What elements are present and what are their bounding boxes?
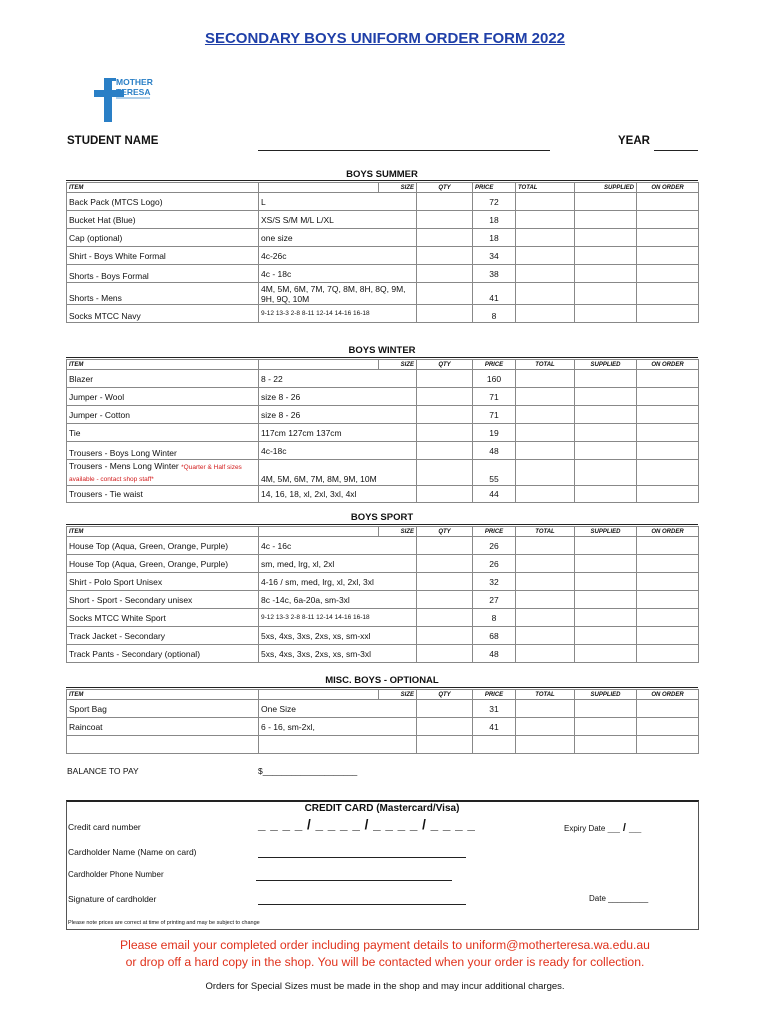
qty-cell[interactable]	[417, 591, 473, 609]
cardholder-phone-field[interactable]	[256, 880, 452, 881]
item-price: 160	[473, 370, 516, 388]
item-name: Sport Bag	[67, 700, 259, 718]
item-price: 18	[473, 229, 516, 247]
winter-table	[66, 359, 699, 503]
section-title-misc: MISC. BOYS - OPTIONAL	[325, 675, 439, 686]
supplied-cell[interactable]	[575, 609, 637, 627]
misc-table	[66, 689, 699, 754]
qty-cell[interactable]	[417, 537, 473, 555]
header-item: ITEM	[67, 690, 259, 700]
expiry-label: Expiry Date	[564, 824, 606, 833]
on-order-cell[interactable]	[637, 609, 699, 627]
logo-text-mother: MOTHER	[116, 77, 153, 87]
table-row	[67, 645, 699, 663]
section-divider	[66, 180, 698, 181]
item-size: 9-12 13-3 2-8 8-11 12-14 14-16 16-18	[259, 305, 417, 323]
supplied-cell[interactable]	[575, 442, 637, 460]
on-order-cell[interactable]	[637, 424, 699, 442]
item-price: 68	[473, 627, 516, 645]
qty-cell[interactable]	[417, 486, 473, 503]
on-order-cell[interactable]	[637, 736, 699, 754]
table-row	[67, 591, 699, 609]
item-name: Tie	[67, 424, 259, 442]
qty-cell[interactable]	[417, 247, 473, 265]
qty-cell[interactable]	[417, 609, 473, 627]
item-size: 8c -14c, 6a-20a, sm-3xl	[259, 591, 417, 609]
on-order-cell[interactable]	[637, 645, 699, 663]
total-cell[interactable]	[516, 265, 575, 283]
total-cell[interactable]	[516, 442, 575, 460]
on-order-cell[interactable]	[637, 388, 699, 406]
table-row	[67, 305, 699, 323]
item-price: 44	[473, 486, 516, 503]
on-order-cell[interactable]	[637, 537, 699, 555]
header-size: SIZE	[379, 527, 417, 537]
date-value: _________	[608, 894, 649, 903]
item-price: 34	[473, 247, 516, 265]
cardholder-phone-label: Cardholder Phone Number	[68, 870, 164, 879]
table-header-row	[67, 527, 699, 537]
header-supplied: SUPPLIED	[575, 360, 637, 370]
card-number-field[interactable]: _ _ _ _ / _ _ _ _ / _ _ _ _ / _ _ _ _	[258, 817, 476, 832]
supplied-cell[interactable]	[575, 537, 637, 555]
qty-cell[interactable]	[417, 229, 473, 247]
header-size: SIZE	[379, 360, 417, 370]
item-size: One Size	[259, 700, 417, 718]
item-size: 117cm 127cm 137cm	[259, 424, 417, 442]
item-name: House Top (Aqua, Green, Orange, Purple)	[67, 555, 259, 573]
total-cell[interactable]	[516, 645, 575, 663]
header-on-order: ON ORDER	[637, 360, 699, 370]
supplied-cell[interactable]	[575, 211, 637, 229]
header-price: PRICE	[473, 690, 516, 700]
table-header-row	[67, 183, 699, 193]
logo-text-teresa: TERESA	[116, 87, 151, 97]
table-row	[67, 555, 699, 573]
table-row	[67, 424, 699, 442]
item-name: Shirt - Polo Sport Unisex	[67, 573, 259, 591]
item-price: 48	[473, 442, 516, 460]
notice-line-1: Please email your completed order including payment details to uniform@motherteresa.wa.edu.au	[120, 938, 650, 952]
expiry-value: __ / __	[607, 822, 642, 834]
table-row	[67, 229, 699, 247]
item-name: Socks MTCC Navy	[67, 305, 259, 323]
item-size: 5xs, 4xs, 3xs, 2xs, xs, sm-xxl	[259, 627, 417, 645]
on-order-cell[interactable]	[637, 406, 699, 424]
table-row	[67, 370, 699, 388]
school-logo	[92, 76, 154, 124]
item-name: House Top (Aqua, Green, Orange, Purple)	[67, 537, 259, 555]
supplied-cell[interactable]	[575, 193, 637, 211]
expiry-field[interactable]	[564, 822, 641, 834]
item-size: L	[259, 193, 417, 211]
item-size: XS/S S/M M/L L/XL	[259, 211, 417, 229]
supplied-cell[interactable]	[575, 486, 637, 503]
header-qty: QTY	[417, 527, 473, 537]
total-cell[interactable]	[516, 460, 575, 486]
table-row	[67, 265, 699, 283]
header-on-order: ON ORDER	[637, 183, 699, 193]
item-name-text: Trousers - Mens Long Winter	[69, 460, 179, 471]
qty-cell[interactable]	[417, 388, 473, 406]
header-item: ITEM	[67, 360, 259, 370]
total-cell[interactable]	[516, 370, 575, 388]
table-row	[67, 627, 699, 645]
qty-cell[interactable]	[417, 736, 473, 754]
supplied-cell[interactable]	[575, 700, 637, 718]
item-size[interactable]	[259, 736, 417, 754]
item-size: 4c - 18c	[259, 265, 417, 283]
supplied-cell[interactable]	[575, 627, 637, 645]
item-price: 71	[473, 388, 516, 406]
item-name: Jumper - Wool	[67, 388, 259, 406]
supplied-cell[interactable]	[575, 555, 637, 573]
table-row	[67, 486, 699, 503]
date-label: Date	[589, 894, 606, 903]
header-price: PRICE	[473, 360, 516, 370]
section-title-summer: BOYS SUMMER	[346, 169, 418, 180]
item-size: 4M, 5M, 6M, 7M, 8M, 9M, 10M	[259, 460, 417, 486]
table-row	[67, 460, 699, 486]
supplied-cell[interactable]	[575, 718, 637, 736]
supplied-cell[interactable]	[575, 645, 637, 663]
item-name: Bucket Hat (Blue)	[67, 211, 259, 229]
qty-cell[interactable]	[417, 627, 473, 645]
item-size: 4-16 / sm, med, lrg, xl, 2xl, 3xl	[259, 573, 417, 591]
item-name: Trousers - Boys Long Winter	[67, 442, 259, 460]
table-header-row	[67, 360, 699, 370]
header-size: SIZE	[379, 690, 417, 700]
header-total: TOTAL	[516, 527, 575, 537]
item-size: 6 - 16, sm-2xl,	[259, 718, 417, 736]
header-supplied: SUPPLIED	[575, 527, 637, 537]
supplied-cell[interactable]	[575, 591, 637, 609]
page-title: SECONDARY BOYS UNIFORM ORDER FORM 2022	[204, 30, 566, 47]
item-size: 5xs, 4xs, 3xs, 2xs, xs, sm-3xl	[259, 645, 417, 663]
qty-cell[interactable]	[417, 442, 473, 460]
item-size: 4c-18c	[259, 442, 417, 460]
year-field[interactable]	[654, 150, 698, 151]
table-row	[67, 211, 699, 229]
signature-field[interactable]	[258, 904, 466, 905]
total-cell[interactable]	[516, 406, 575, 424]
supplied-cell[interactable]	[575, 406, 637, 424]
student-name-field[interactable]	[258, 150, 550, 151]
item-price: 8	[473, 305, 516, 323]
table-row	[67, 388, 699, 406]
table-row	[67, 247, 699, 265]
item-size: 14, 16, 18, xl, 2xl, 3xl, 4xl	[259, 486, 417, 503]
supplied-cell[interactable]	[575, 265, 637, 283]
header-total: TOTAL	[516, 360, 575, 370]
on-order-cell[interactable]	[637, 247, 699, 265]
item-note: *Quarter & Half sizes available - contact shop staff*	[69, 463, 242, 483]
section-divider	[66, 357, 698, 358]
item-size: 4M, 5M, 6M, 7M, 7Q, 8M, 8H, 8Q, 9M, 9H, 9Q, 10M	[259, 283, 417, 305]
table-row	[67, 736, 699, 754]
on-order-cell[interactable]	[637, 486, 699, 503]
header-total: TOTAL	[516, 183, 575, 193]
on-order-cell[interactable]	[637, 283, 699, 305]
table-row	[67, 718, 699, 736]
table-row	[67, 406, 699, 424]
on-order-cell[interactable]	[637, 700, 699, 718]
header-qty: QTY	[417, 690, 473, 700]
on-order-cell[interactable]	[637, 229, 699, 247]
item-price: 41	[473, 283, 516, 305]
qty-cell[interactable]	[417, 211, 473, 229]
item-name: Trousers - Tie waist	[67, 486, 259, 503]
qty-cell[interactable]	[417, 370, 473, 388]
supplied-cell[interactable]	[575, 247, 637, 265]
section-divider	[66, 524, 698, 525]
item-name: Jumper - Cotton	[67, 406, 259, 424]
supplied-cell[interactable]	[575, 573, 637, 591]
supplied-cell[interactable]	[575, 424, 637, 442]
on-order-cell[interactable]	[637, 460, 699, 486]
header-qty: QTY	[417, 360, 473, 370]
on-order-cell[interactable]	[637, 193, 699, 211]
qty-cell[interactable]	[417, 265, 473, 283]
on-order-cell[interactable]	[637, 718, 699, 736]
table-header-row	[67, 690, 699, 700]
table-row	[67, 193, 699, 211]
item-name	[67, 460, 259, 486]
item-name: Back Pack (MTCS Logo)	[67, 193, 259, 211]
table-row	[67, 283, 699, 305]
item-price: 71	[473, 406, 516, 424]
on-order-cell[interactable]	[637, 591, 699, 609]
total-cell[interactable]	[516, 736, 575, 754]
item-name: Blazer	[67, 370, 259, 388]
item-price: 27	[473, 591, 516, 609]
balance-label: BALANCE TO PAY	[67, 766, 139, 776]
signature-label: Signature of cardholder	[68, 894, 157, 904]
supplied-cell[interactable]	[575, 370, 637, 388]
item-price: 26	[473, 537, 516, 555]
notice-line-2: or drop off a hard copy in the shop. You will be contacted when your order is ready for collection.	[125, 955, 645, 969]
supplied-cell[interactable]	[575, 283, 637, 305]
total-cell[interactable]	[516, 537, 575, 555]
on-order-cell[interactable]	[637, 442, 699, 460]
on-order-cell[interactable]	[637, 211, 699, 229]
item-size: 9-12 13-3 2-8 8-11 12-14 14-16 16-18	[259, 609, 417, 627]
item-size: one size	[259, 229, 417, 247]
supplied-cell[interactable]	[575, 229, 637, 247]
qty-cell[interactable]	[417, 555, 473, 573]
credit-card-title: CREDIT CARD (Mastercard/Visa)	[304, 803, 460, 814]
special-sizes-note: Orders for Special Sizes must be made in the shop and may incur additional charges.	[205, 981, 565, 992]
item-size: size 8 - 26	[259, 388, 417, 406]
total-cell[interactable]	[516, 700, 575, 718]
item-price: 8	[473, 609, 516, 627]
item-name: Short - Sport - Secondary unisex	[67, 591, 259, 609]
cardholder-name-field[interactable]	[258, 857, 466, 858]
item-price: 48	[473, 645, 516, 663]
total-cell[interactable]	[516, 283, 575, 305]
section-title-sport: BOYS SPORT	[350, 512, 414, 523]
item-price[interactable]	[473, 736, 516, 754]
table-row	[67, 442, 699, 460]
item-size: sm, med, lrg, xl, 2xl	[259, 555, 417, 573]
qty-cell[interactable]	[417, 573, 473, 591]
total-cell[interactable]	[516, 424, 575, 442]
qty-cell[interactable]	[417, 460, 473, 486]
total-cell[interactable]	[516, 247, 575, 265]
qty-cell[interactable]	[417, 424, 473, 442]
table-row	[67, 609, 699, 627]
header-qty: QTY	[417, 183, 473, 193]
table-row	[67, 700, 699, 718]
header-item: ITEM	[67, 183, 259, 193]
total-cell[interactable]	[516, 718, 575, 736]
item-price: 55	[473, 460, 516, 486]
qty-cell[interactable]	[417, 193, 473, 211]
supplied-cell[interactable]	[575, 305, 637, 323]
item-name: Shorts - Mens	[67, 283, 259, 305]
item-price: 18	[473, 211, 516, 229]
item-name: Socks MTCC White Sport	[67, 609, 259, 627]
on-order-cell[interactable]	[637, 370, 699, 388]
date-field[interactable]	[589, 894, 648, 903]
item-size: 8 - 22	[259, 370, 417, 388]
header-on-order: ON ORDER	[637, 690, 699, 700]
on-order-cell[interactable]	[637, 265, 699, 283]
header-item: ITEM	[67, 527, 259, 537]
year-label: YEAR	[618, 135, 650, 147]
item-name: Cap (optional)	[67, 229, 259, 247]
total-cell[interactable]	[516, 573, 575, 591]
supplied-cell[interactable]	[575, 460, 637, 486]
price-disclaimer: Please note prices are correct at time of printing and may be subject to change	[68, 920, 260, 926]
total-cell[interactable]	[516, 486, 575, 503]
on-order-cell[interactable]	[637, 555, 699, 573]
total-cell[interactable]	[516, 229, 575, 247]
total-cell[interactable]	[516, 591, 575, 609]
qty-cell[interactable]	[417, 718, 473, 736]
item-size: 4c - 16c	[259, 537, 417, 555]
item-price: 41	[473, 718, 516, 736]
qty-cell[interactable]	[417, 283, 473, 305]
submission-notice	[0, 937, 770, 971]
item-name: Track Pants - Secondary (optional)	[67, 645, 259, 663]
qty-cell[interactable]	[417, 305, 473, 323]
student-name-label: STUDENT NAME	[67, 135, 159, 147]
qty-cell[interactable]	[417, 406, 473, 424]
total-cell[interactable]	[516, 609, 575, 627]
item-price: 38	[473, 265, 516, 283]
table-row	[67, 573, 699, 591]
total-cell[interactable]	[516, 305, 575, 323]
supplied-cell[interactable]	[575, 388, 637, 406]
header-size: SIZE	[379, 183, 417, 193]
section-divider	[66, 687, 698, 688]
item-size: size 8 - 26	[259, 406, 417, 424]
header-total: TOTAL	[516, 690, 575, 700]
item-price: 32	[473, 573, 516, 591]
section-title-winter: BOYS WINTER	[348, 345, 416, 356]
balance-field[interactable]: $____________________	[258, 766, 358, 776]
sport-table	[66, 526, 699, 663]
item-price: 19	[473, 424, 516, 442]
total-cell[interactable]	[516, 555, 575, 573]
item-name: Track Jacket - Secondary	[67, 627, 259, 645]
supplied-cell[interactable]	[575, 736, 637, 754]
total-cell[interactable]	[516, 627, 575, 645]
card-number-label: Credit card number	[68, 822, 141, 832]
item-size: 4c-26c	[259, 247, 417, 265]
on-order-cell[interactable]	[637, 305, 699, 323]
item-name: Raincoat	[67, 718, 259, 736]
summer-table	[66, 182, 699, 323]
table-row	[67, 537, 699, 555]
header-price: PRICE	[473, 183, 516, 193]
header-supplied: SUPPLIED	[575, 690, 637, 700]
total-cell[interactable]	[516, 388, 575, 406]
header-price: PRICE	[473, 527, 516, 537]
item-name[interactable]	[67, 736, 259, 754]
item-price: 26	[473, 555, 516, 573]
item-price: 31	[473, 700, 516, 718]
header-on-order: ON ORDER	[637, 527, 699, 537]
total-cell[interactable]	[516, 193, 575, 211]
total-cell[interactable]	[516, 211, 575, 229]
qty-cell[interactable]	[417, 700, 473, 718]
on-order-cell[interactable]	[637, 627, 699, 645]
cardholder-name-label: Cardholder Name (Name on card)	[68, 847, 197, 857]
on-order-cell[interactable]	[637, 573, 699, 591]
item-name: Shirt - Boys White Formal	[67, 247, 259, 265]
qty-cell[interactable]	[417, 645, 473, 663]
header-supplied: SUPPLIED	[575, 183, 637, 193]
item-name: Shorts - Boys Formal	[67, 265, 259, 283]
item-price: 72	[473, 193, 516, 211]
